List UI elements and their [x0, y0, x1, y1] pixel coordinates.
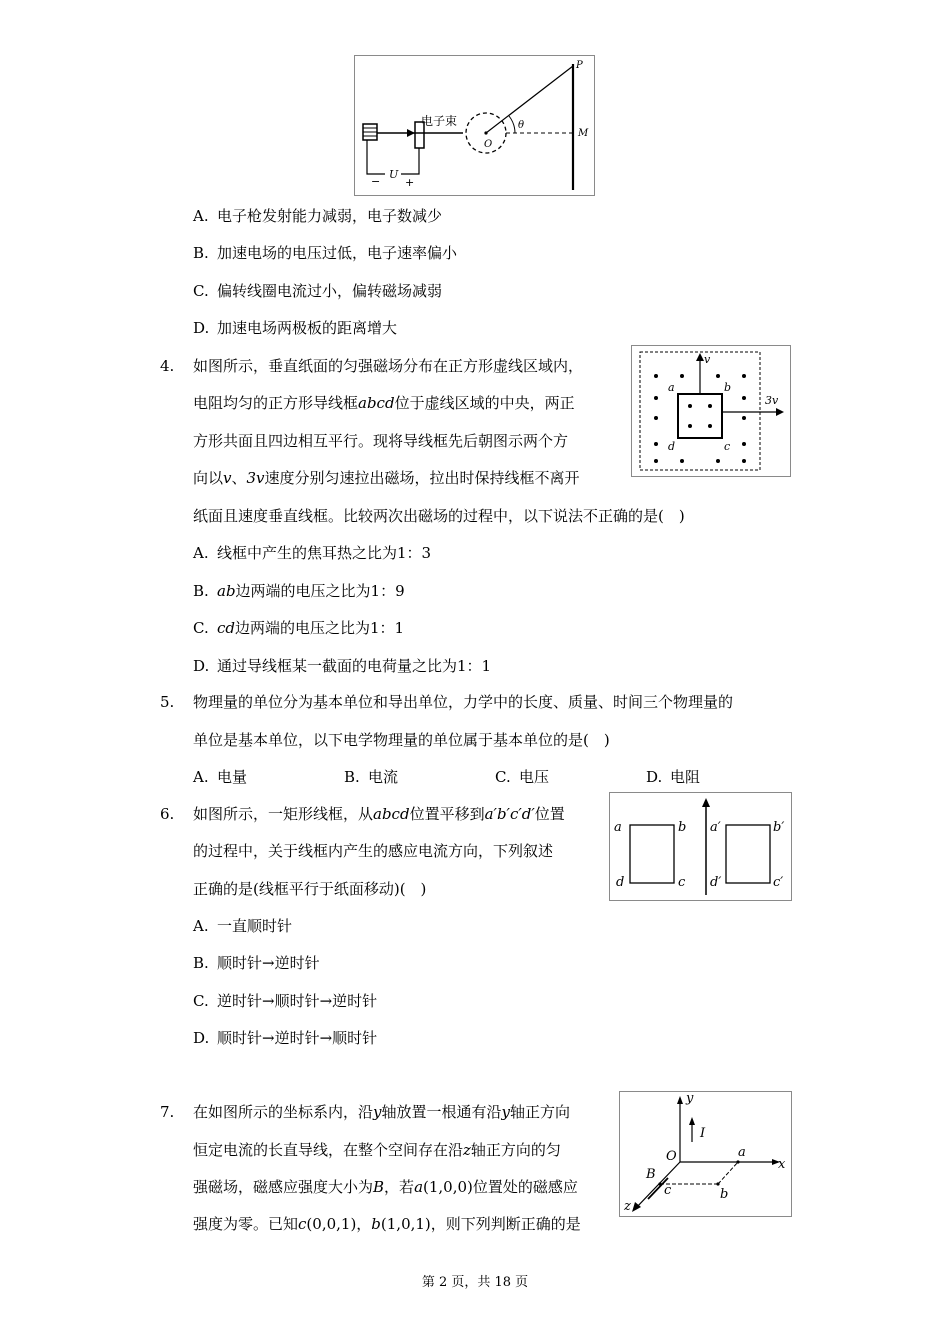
q6-line-1: 如图所示，一矩形线框，从abcd位置平移到a′b′c′d′位置: [193, 805, 565, 823]
label-b: b: [678, 820, 687, 835]
label-v: v: [704, 353, 711, 366]
q5-option-a: A. 电量: [193, 768, 248, 786]
label-c: c: [724, 440, 731, 453]
q3-option-d: D. 加速电场两极板的距离增大: [193, 319, 398, 337]
label-d: d: [668, 440, 676, 453]
label-b-prime: b′: [773, 820, 785, 835]
q7-line-2: 恒定电流的长直导线，在整个空间存在沿z轴正方向的匀: [193, 1141, 561, 1159]
q3-option-b: B. 加速电场的电压过低，电子速率偏小: [193, 244, 458, 262]
label-a: a: [738, 1145, 746, 1160]
label-o: O: [484, 139, 493, 150]
label-b-field: B: [646, 1167, 656, 1182]
electron-beam-diagram: [355, 56, 594, 195]
label-m: M: [578, 128, 589, 139]
label-theta: θ: [518, 120, 525, 131]
label-a: a: [614, 820, 622, 835]
q7-number: 7.: [160, 1103, 175, 1121]
label-d: d: [616, 875, 625, 890]
label-a: a: [668, 381, 675, 394]
q6-number: 6.: [160, 805, 175, 823]
q5-option-b: B. 电流: [344, 768, 399, 786]
page-footer: 第 2 页，共 18 页: [421, 1275, 529, 1290]
q7-line-1: 在如图所示的坐标系内，沿y轴放置一根通有沿y轴正方向: [193, 1103, 571, 1121]
label-c: c: [678, 875, 686, 890]
label-c: c: [664, 1183, 672, 1198]
label-minus: −: [371, 175, 381, 188]
q7-line-4: 强度为零。已知c(0,0,1)，b(1,0,1)，则下列判断正确的是: [193, 1215, 581, 1233]
q4-line-4: 向以v、3v速度分别匀速拉出磁场，拉出时保持线框不离开: [193, 469, 580, 487]
q3-option-c: C. 偏转线圈电流过小，偏转磁场减弱: [193, 282, 443, 300]
q4-option-a: A. 线框中产生的焦耳热之比为1：3: [193, 544, 432, 562]
q5-number: 5.: [160, 693, 175, 711]
label-plus: +: [405, 176, 415, 189]
label-y: y: [686, 1092, 694, 1106]
label-x: x: [778, 1157, 786, 1172]
q6-line-2: 的过程中，关于线框内产生的感应电流方向，下列叙述: [193, 842, 554, 860]
magnetic-frame-diagram: [632, 346, 790, 476]
label-o: O: [666, 1149, 677, 1164]
q4-option-b: B. ab边两端的电压之比为1：9: [193, 582, 405, 600]
label-b: b: [720, 1187, 729, 1202]
label-d-prime: d′: [710, 875, 722, 890]
label-b: b: [724, 381, 732, 394]
q4-line-2: 电阻均匀的正方形导线框abcd位于虚线区域的中央，两正: [193, 394, 575, 412]
label-electron-beam: 电子束: [421, 114, 458, 128]
q5-option-c: C. 电压: [495, 768, 550, 786]
q6-option-a: A. 一直顺时针: [193, 917, 293, 935]
q4-line-1: 如图所示，垂直纸面的匀强磁场分布在正方形虚线区域内，: [193, 357, 584, 375]
coordinate-diagram: [620, 1092, 791, 1216]
q6-option-d: D. 顺时针→逆时针→顺时针: [193, 1029, 378, 1047]
electron-beam-figure: [354, 55, 595, 196]
rect-frame-figure: [609, 792, 792, 901]
label-i: I: [700, 1126, 706, 1141]
q3-option-a: A. 电子枪发射能力减弱，电子数减少: [193, 207, 443, 225]
q6-option-b: B. 顺时针→逆时针: [193, 954, 320, 972]
magnetic-frame-figure: [631, 345, 791, 477]
label-u: U: [389, 168, 399, 181]
rect-frame-diagram: [610, 793, 791, 900]
q4-number: 4.: [160, 357, 175, 375]
q4-line-5: 纸面且速度垂直线框。比较两次出磁场的过程中，以下说法不正确的是( ): [193, 507, 685, 525]
coordinate-figure: [619, 1091, 792, 1217]
label-3v: 3v: [765, 394, 779, 407]
label-p: P: [576, 60, 583, 71]
q4-option-c: C. cd边两端的电压之比为1：1: [193, 619, 405, 637]
q7-line-3: 强磁场，磁感应强度大小为B，若a(1,0,0)位置处的磁感应: [193, 1178, 578, 1196]
q6-option-c: C. 逆时针→顺时针→逆时针: [193, 992, 378, 1010]
q4-option-d: D. 通过导线框某一截面的电荷量之比为1：1: [193, 657, 492, 675]
label-z: z: [624, 1199, 631, 1214]
q5-line-2: 单位是基本单位，以下电学物理量的单位属于基本单位的是( ): [193, 731, 610, 749]
label-a-prime: a′: [710, 820, 721, 835]
q5-option-d: D. 电阻: [646, 768, 701, 786]
label-c-prime: c′: [773, 875, 784, 890]
q6-line-3: 正确的是(线框平行于纸面移动)( ): [193, 880, 427, 898]
q5-line-1: 物理量的单位分为基本单位和导出单位，力学中的长度、质量、时间三个物理量的: [193, 693, 734, 711]
q4-line-3: 方形共面且四边相互平行。现将导线框先后朝图示两个方: [193, 432, 569, 450]
